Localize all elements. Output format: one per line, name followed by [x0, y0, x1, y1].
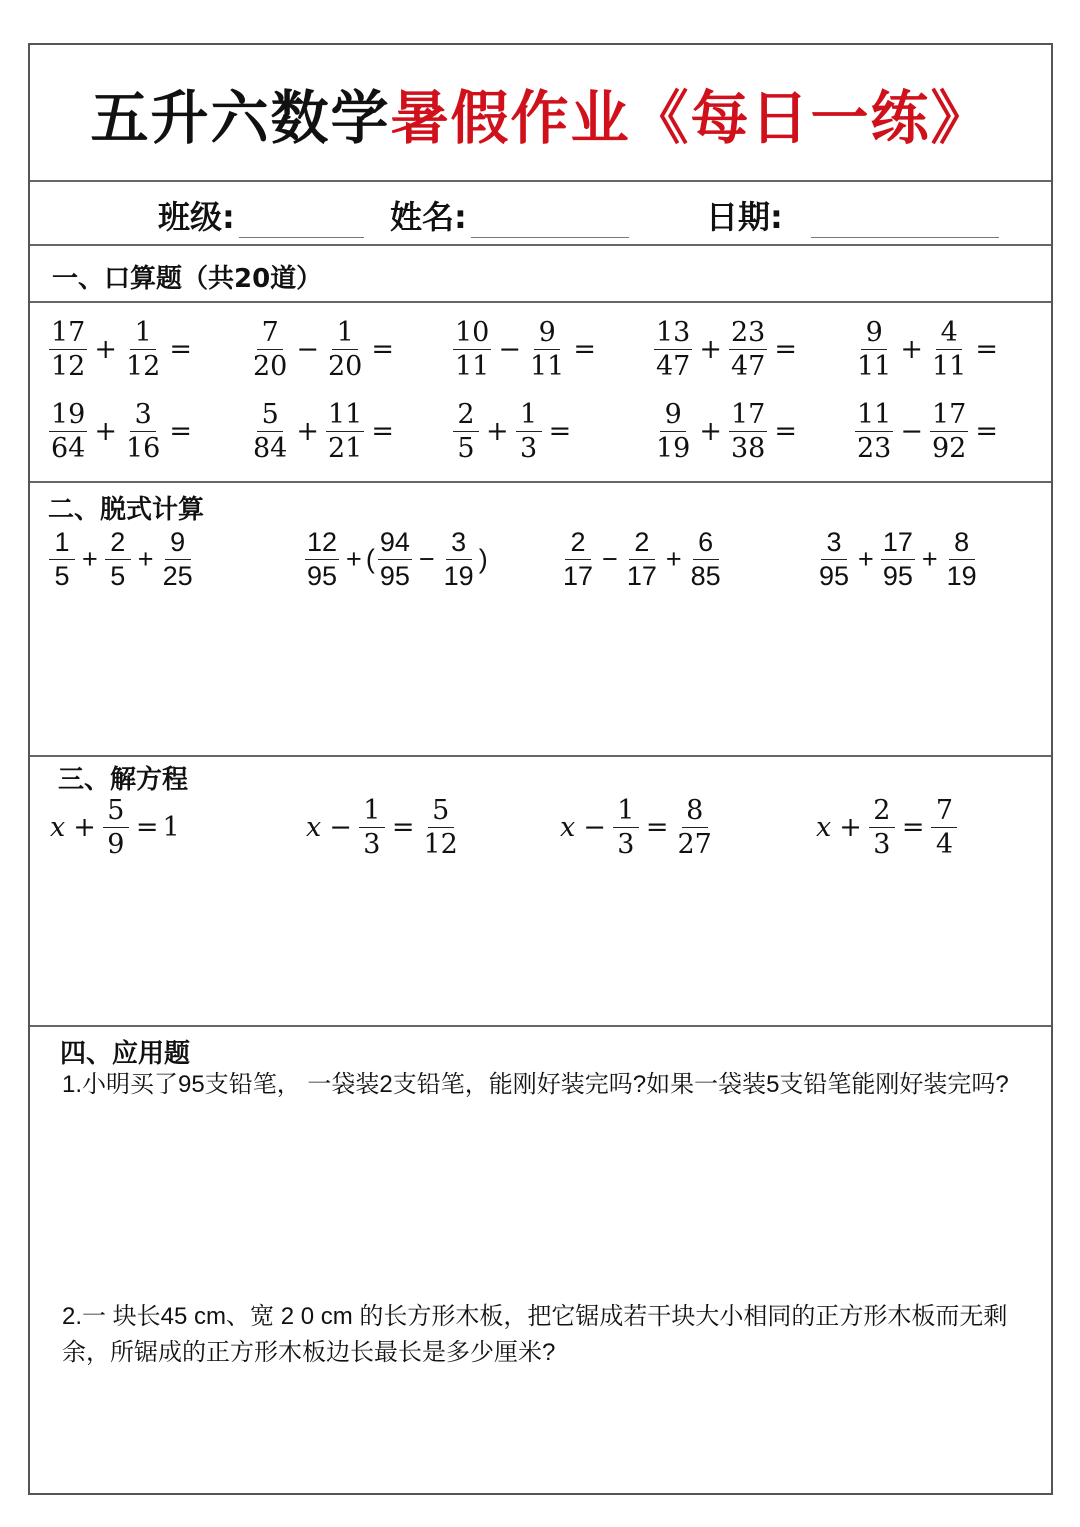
denominator: 5: [110, 561, 126, 591]
numerator: 17: [51, 317, 86, 348]
equation-problem: [306, 797, 463, 858]
denominator: 84: [253, 433, 288, 464]
section3: [30, 757, 1051, 1027]
numerator: 11: [327, 399, 363, 430]
fraction: [613, 797, 639, 858]
operator: +: [921, 544, 938, 574]
equals-sign: =: [371, 334, 394, 365]
equals-sign: =: [774, 334, 797, 365]
worksheet: [28, 43, 1053, 1495]
class-field[interactable]: [158, 192, 364, 238]
fraction: [930, 401, 968, 462]
denominator: 21: [327, 433, 363, 464]
fraction: [378, 529, 412, 590]
denominator: 19: [946, 561, 977, 591]
section3-title: 三、解方程: [58, 765, 189, 795]
step-calculation-problem: [302, 529, 488, 590]
rhs-value: 1: [162, 812, 180, 843]
mental-math-problem: [852, 401, 1002, 462]
denominator: 95: [819, 561, 850, 591]
operator: −: [329, 812, 352, 843]
mental-math-problem: [46, 401, 196, 462]
numerator: 13: [656, 317, 691, 348]
operator: +: [296, 416, 319, 447]
numerator: 23: [730, 317, 766, 348]
numerator: 5: [428, 797, 454, 828]
denominator: 20: [327, 351, 363, 382]
denominator: 3: [520, 433, 538, 464]
name-label: 姓名:: [390, 198, 467, 236]
equals-sign: =: [548, 416, 572, 447]
numerator: 8: [682, 797, 708, 828]
operator: +: [94, 334, 117, 365]
denominator: 3: [873, 829, 891, 860]
denominator: 19: [656, 433, 691, 464]
rhs-fraction: [421, 797, 459, 858]
denominator: 95: [882, 561, 913, 591]
numerator: 17: [881, 529, 915, 560]
fraction: [326, 319, 364, 380]
fraction: [49, 529, 75, 590]
rhs-fraction: [675, 797, 713, 858]
operator: +: [73, 812, 96, 843]
denominator: 12: [125, 351, 161, 382]
equation-problem: [50, 797, 180, 858]
fraction: [453, 401, 479, 462]
equals-sign: =: [371, 416, 394, 447]
numerator: 19: [51, 399, 86, 430]
fraction: [654, 319, 692, 380]
numerator: 9: [534, 319, 560, 350]
numerator: 8: [949, 529, 975, 560]
operator: +: [699, 416, 722, 447]
section1-header: [30, 246, 1051, 303]
equals-sign: =: [573, 334, 596, 365]
denominator: 85: [690, 561, 721, 591]
numerator: 1: [130, 319, 156, 350]
section4: [30, 1027, 1051, 1495]
fraction: [105, 529, 131, 590]
section4-title: 四、应用题: [60, 1039, 191, 1069]
numerator: 3: [821, 529, 847, 560]
operator: +: [486, 416, 509, 447]
operator: +: [699, 334, 722, 365]
operator: +: [900, 334, 923, 365]
operator: −: [498, 334, 521, 365]
word-problem-1: 1.小明买了95支铅笔， 一袋装2支铅笔，能刚好装完吗?如果一袋装5支铅笔能刚好装完吗?: [62, 1071, 1009, 1098]
numerator: 1: [613, 797, 639, 828]
variable-x: x: [560, 812, 576, 843]
fraction: [326, 401, 364, 462]
denominator: 95: [379, 561, 410, 591]
fraction: [453, 319, 491, 380]
denominator: 38: [730, 433, 766, 464]
fraction: [49, 401, 87, 462]
numerator: 3: [130, 401, 156, 432]
page-title: [30, 71, 1051, 155]
operator: −: [900, 416, 923, 447]
date-blank[interactable]: [811, 203, 999, 238]
fraction: [124, 319, 162, 380]
section2-title: 二、脱式计算: [48, 495, 205, 525]
mental-math-problem: [450, 401, 575, 462]
mental-math-problem: [248, 319, 398, 380]
equals-sign: =: [975, 416, 998, 447]
mental-math-problem: [450, 319, 600, 380]
numerator: 2: [453, 401, 479, 432]
operator: +: [94, 416, 117, 447]
denominator: 23: [857, 433, 892, 464]
title-row: [30, 45, 1051, 182]
fraction: [945, 529, 979, 590]
denominator: 11: [857, 351, 892, 382]
fraction: [103, 797, 129, 858]
variable-x: x: [50, 812, 66, 843]
class-blank[interactable]: [239, 203, 364, 238]
fraction: [817, 529, 851, 590]
denominator: 11: [455, 351, 490, 382]
equals-sign: =: [774, 416, 797, 447]
fraction: [251, 319, 289, 380]
fraction: [251, 401, 289, 462]
fraction: [561, 529, 595, 590]
name-blank[interactable]: [471, 203, 629, 238]
denominator: 27: [677, 829, 712, 860]
name-field[interactable]: [390, 192, 629, 238]
numerator: 94: [378, 529, 412, 560]
mental-math-problem: [651, 319, 801, 380]
mental-math-problem: [852, 319, 1002, 380]
operator: −: [296, 334, 319, 365]
denominator: 11: [529, 351, 565, 382]
fraction: [729, 401, 767, 462]
fraction: [516, 401, 542, 462]
mental-math-problem: [651, 401, 801, 462]
denominator: 47: [730, 351, 766, 382]
class-label: 班级:: [158, 198, 235, 236]
equals-sign: =: [645, 812, 669, 843]
numerator: 2: [105, 529, 131, 560]
denominator: 17: [563, 561, 594, 591]
numerator: 9: [165, 529, 191, 560]
title-black: 五升六数学: [90, 84, 391, 152]
numerator: 6: [693, 529, 719, 560]
numerator: 1: [49, 529, 75, 560]
equation-problem: [816, 797, 960, 858]
left-paren: (: [365, 544, 375, 574]
denominator: 92: [931, 433, 967, 464]
fraction: [625, 529, 659, 590]
right-paren: ): [478, 544, 488, 574]
operator: +: [665, 544, 682, 574]
numerator: 17: [730, 399, 766, 430]
operator: +: [82, 544, 98, 574]
operator: +: [858, 544, 874, 574]
numerator: 2: [565, 529, 591, 560]
fraction: [442, 529, 476, 590]
date-field[interactable]: [706, 192, 999, 238]
equals-sign: =: [975, 334, 998, 365]
numerator: 11: [857, 399, 892, 430]
operator: +: [346, 544, 362, 574]
section2: [30, 483, 1051, 757]
numerator: 2: [629, 529, 655, 560]
denominator: 11: [931, 351, 967, 382]
numerator: 9: [660, 401, 686, 432]
fraction: [161, 529, 195, 590]
equals-sign: =: [391, 812, 415, 843]
fraction: [359, 797, 385, 858]
denominator: 47: [656, 351, 691, 382]
step-calculation-problem: [46, 529, 198, 590]
denominator: 4: [935, 829, 954, 860]
numerator: 2: [869, 797, 895, 828]
operator: −: [602, 544, 618, 574]
numerator: 5: [103, 797, 129, 828]
numerator: 12: [305, 529, 339, 560]
denominator: 95: [307, 561, 338, 591]
fraction: [855, 319, 893, 380]
fraction: [528, 319, 566, 380]
denominator: 19: [443, 561, 474, 591]
denominator: 16: [125, 433, 161, 464]
denominator: 12: [423, 829, 458, 860]
operator: −: [583, 812, 606, 843]
denominator: 17: [626, 561, 657, 591]
fraction: [305, 529, 339, 590]
numerator: 10: [455, 317, 490, 348]
denominator: 12: [51, 351, 86, 382]
equals-sign: =: [169, 334, 192, 365]
section1-body: [30, 303, 1051, 483]
fraction: [855, 401, 893, 462]
student-info-row: [30, 182, 1051, 246]
equation-problem: [560, 797, 717, 858]
denominator: 25: [162, 561, 193, 591]
denominator: 64: [51, 433, 86, 464]
rhs-fraction: [931, 797, 957, 858]
operator: +: [137, 544, 154, 574]
variable-x: x: [306, 812, 322, 843]
numerator: 7: [931, 797, 957, 828]
variable-x: x: [816, 812, 832, 843]
numerator: 1: [516, 401, 542, 432]
denominator: 5: [457, 433, 475, 464]
numerator: 1: [359, 797, 385, 828]
operator: −: [418, 544, 435, 574]
section1-title: 一、口算题（共20道）: [52, 264, 323, 294]
equals-sign: =: [169, 416, 192, 447]
numerator: 9: [861, 319, 887, 350]
title-red: 暑假作业《每日一练》: [390, 84, 991, 152]
fraction: [930, 319, 968, 380]
denominator: 9: [107, 829, 125, 860]
fraction: [49, 319, 87, 380]
word-problem-2: 2.一 块长45 cm、宽 2 0 cm 的长方形木板，把它锯成若干块大小相同的正方形木板而无剩余，所锯成的正方形木板边长最长是多少厘米?: [62, 1303, 1008, 1366]
denominator: 3: [617, 829, 635, 860]
fraction: [689, 529, 723, 590]
fraction: [654, 401, 692, 462]
numerator: 17: [931, 399, 967, 430]
step-calculation-problem: [814, 529, 982, 590]
denominator: 5: [54, 561, 70, 591]
step-calculation-problem: [558, 529, 726, 590]
numerator: 5: [257, 401, 283, 432]
operator: +: [839, 812, 862, 843]
fraction: [869, 797, 895, 858]
denominator: 20: [253, 351, 288, 382]
denominator: 3: [363, 829, 381, 860]
equals-sign: =: [135, 812, 159, 843]
numerator: 1: [332, 319, 358, 350]
date-label: 日期:: [706, 198, 783, 236]
fraction: [881, 529, 915, 590]
equals-sign: =: [901, 812, 925, 843]
numerator: 7: [257, 319, 283, 350]
fraction: [729, 319, 767, 380]
numerator: 4: [936, 319, 962, 350]
fraction: [124, 401, 162, 462]
mental-math-problem: [46, 319, 196, 380]
mental-math-problem: [248, 401, 398, 462]
numerator: 3: [446, 529, 472, 560]
